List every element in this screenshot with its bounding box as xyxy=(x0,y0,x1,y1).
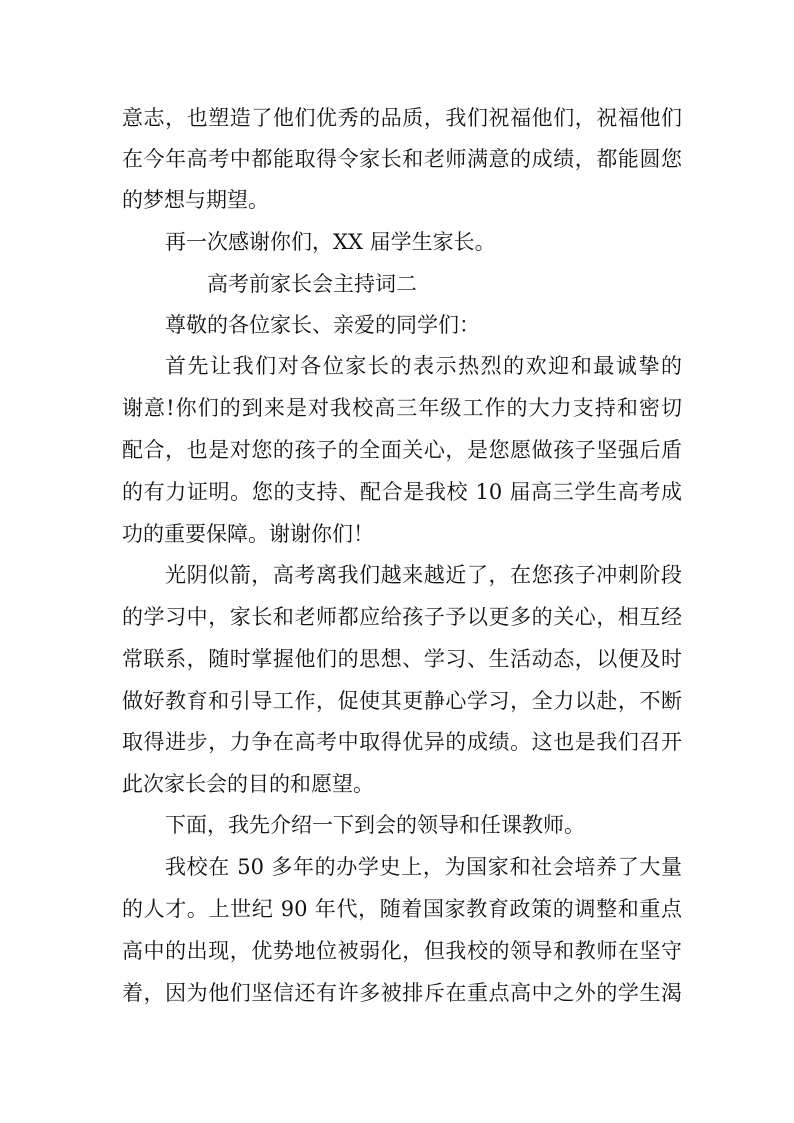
paragraph-line: 的梦想与期望。 xyxy=(122,188,269,212)
paragraph-line: 在今年高考中都能取得令家长和老师满意的成绩，都能圆您 xyxy=(122,147,682,171)
paragraph-line: 做好教育和引导工作，促使其更静心学习，全力以赴，不断 xyxy=(122,689,682,713)
paragraph-line: 取得进步，力争在高考中取得优异的成绩。这也是我们召开 xyxy=(122,730,682,754)
salutation-line: 尊敬的各位家长、亲爱的同学们： xyxy=(165,313,480,337)
paragraph-line: 光阴似箭，高考离我们越来越近了，在您孩子冲刺阶段 xyxy=(165,563,682,587)
paragraph-line: 此次家长会的目的和愿望。 xyxy=(122,772,374,796)
paragraph-line: 下面，我先介绍一下到会的领导和任课教师。 xyxy=(165,813,585,837)
paragraph-line: 谢意!你们的到来是对我校高三年级工作的大力支持和密切 xyxy=(122,396,682,420)
paragraph-line: 的学习中，家长和老师都应给孩子予以更多的关心，相互经 xyxy=(122,605,682,629)
paragraph-line: 常联系，随时掌握他们的思想、学习、生活动态，以便及时 xyxy=(122,647,682,671)
paragraph-line: 我校在 50 多年的办学史上，为国家和社会培养了大量 xyxy=(165,855,682,879)
paragraph-line: 的有力证明。您的支持、配合是我校 10 届高三学生高考成 xyxy=(122,480,682,504)
paragraph-line: 功的重要保障。谢谢你们！ xyxy=(122,522,374,546)
paragraph-line: 的人才。上世纪 90 年代，随着国家教育政策的调整和重点 xyxy=(122,897,682,921)
paragraph-line: 着，因为他们坚信还有许多被排斥在重点高中之外的学生渴 xyxy=(122,981,682,1005)
paragraph-line: 高中的出现，优势地位被弱化，但我校的领导和教师在坚守 xyxy=(122,939,682,963)
paragraph-line: 配合，也是对您的孩子的全面关心，是您愿做孩子坚强后盾 xyxy=(122,438,682,462)
paragraph-line: 意志，也塑造了他们优秀的品质，我们祝福他们，祝福他们 xyxy=(122,106,682,130)
section-heading: 高考前家长会主持词二 xyxy=(207,272,417,296)
paragraph-line: 再一次感谢你们，XX 届学生家长。 xyxy=(165,230,496,254)
paragraph-line: 首先让我们对各位家长的表示热烈的欢迎和最诚挚的 xyxy=(165,354,682,378)
